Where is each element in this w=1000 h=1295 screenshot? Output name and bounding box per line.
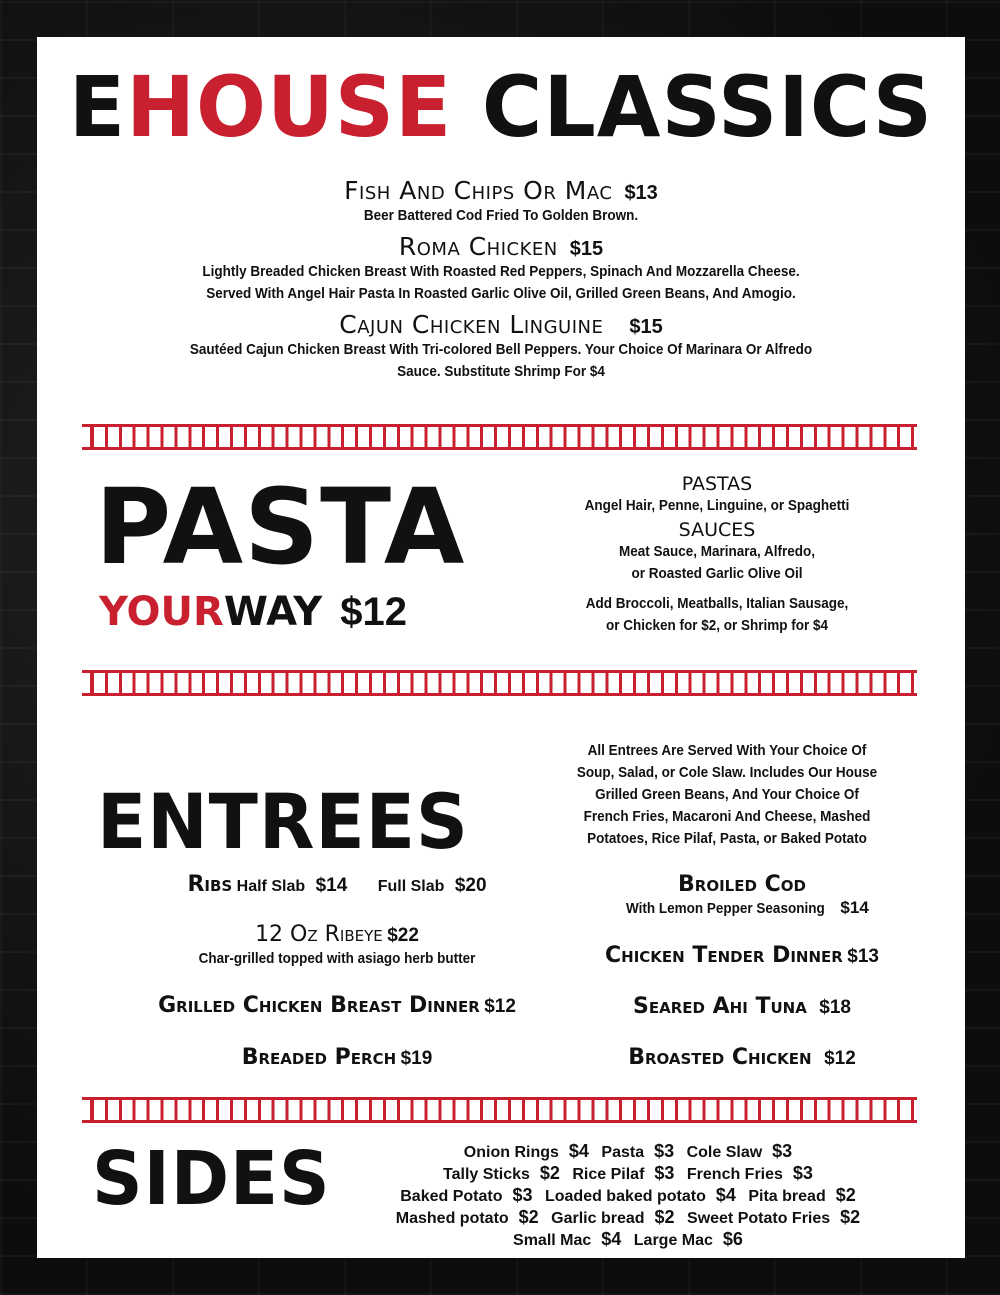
menu-title xyxy=(46,57,955,157)
menu-panel xyxy=(37,37,965,1258)
item-name: Cajun Chicken Linguine xyxy=(339,310,604,339)
entree-price: $19 xyxy=(400,1048,433,1069)
side-price: $3 xyxy=(654,1163,675,1183)
pasta-options xyxy=(537,473,897,637)
entrees-note-line: Potatoes, Rice Pilaf, Pasta, or Baked Potato xyxy=(587,830,867,847)
entree-broiled-cod xyxy=(547,872,937,920)
entrees-heading: ENTREES xyxy=(97,777,469,866)
pasta-heading: PASTA xyxy=(95,466,466,588)
entree-price: $14 xyxy=(840,898,869,917)
entrees-note-line: All Entrees Are Served With Your Choice Of xyxy=(587,742,867,759)
full-slab-label: Full Slab xyxy=(377,878,445,895)
sides-row xyxy=(367,1141,897,1163)
entree-chicken-tender xyxy=(547,943,937,969)
side-price: $3 xyxy=(654,1141,675,1161)
entrees-note-line: Grilled Green Beans, And Your Choice Of xyxy=(595,786,859,803)
classic-item-cajun-linguine xyxy=(37,311,965,383)
red-ladder-divider xyxy=(82,670,917,696)
entree-ribs xyxy=(77,872,597,898)
red-ladder-divider xyxy=(82,424,917,450)
pasta-price: $12 xyxy=(340,590,407,634)
entree-name: Seared Ahi Tuna xyxy=(633,994,807,1019)
entree-grilled-chicken xyxy=(77,993,597,1019)
addons-line: Add Broccoli, Meatballs, Italian Sausage, xyxy=(585,595,849,612)
entrees-note-line: Soup, Salad, or Cole Slaw. Includes Our House xyxy=(576,764,878,781)
side-price: $4 xyxy=(568,1141,589,1161)
side-name: Pita bread xyxy=(748,1188,826,1205)
side-name: Sweet Potato Fries xyxy=(687,1210,831,1227)
side-price: $4 xyxy=(715,1185,736,1205)
pastas-list: Angel Hair, Penne, Linguine, or Spaghetti xyxy=(584,497,850,514)
entree-name: Chicken Tender Dinner xyxy=(605,943,843,968)
item-name: Fish And Chips Or Mac xyxy=(344,176,613,205)
sides-row xyxy=(367,1185,897,1207)
your-text: YOUR xyxy=(99,589,224,635)
side-name: Loaded baked potato xyxy=(544,1188,706,1205)
entree-perch xyxy=(77,1045,597,1071)
side-name: Pasta xyxy=(601,1144,645,1161)
entrees-note-line: French Fries, Macaroni And Cheese, Mashed xyxy=(583,808,871,825)
entree-name: Broasted Chicken xyxy=(628,1045,812,1070)
entree-ahi-tuna xyxy=(547,994,937,1020)
entree-name: Breaded Perch xyxy=(241,1045,397,1070)
side-price: $2 xyxy=(518,1207,539,1227)
entree-price: $13 xyxy=(847,946,879,967)
title-part-house: HOUSE xyxy=(126,58,453,156)
classics-section xyxy=(37,177,965,383)
entree-description: With Lemon Pepper Seasoning xyxy=(626,900,825,917)
addons-line: or Chicken for $2, or Shrimp for $4 xyxy=(605,617,829,634)
way-text: WAY xyxy=(223,589,323,635)
side-price: $3 xyxy=(772,1141,793,1161)
side-name: Mashed potato xyxy=(395,1210,509,1227)
half-slab-price: $14 xyxy=(315,875,348,896)
entree-name: 12 Oz Ribeye xyxy=(255,922,383,947)
item-description-line: Sautéed Cajun Chicken Breast With Tri-colored Bell Peppers. Your Choice Of Marinara Or Alfredo xyxy=(189,341,813,358)
entree-name: Broiled Cod xyxy=(678,872,806,897)
classic-item-roma-chicken xyxy=(37,233,965,305)
side-price: $6 xyxy=(722,1229,743,1249)
item-price: $15 xyxy=(629,316,663,338)
sides-row xyxy=(367,1229,897,1251)
side-name: Cole Slaw xyxy=(686,1144,763,1161)
item-description-line: Sauce. Substitute Shrimp For $4 xyxy=(397,363,605,380)
pastas-label: PASTAS xyxy=(681,473,753,495)
sides-list xyxy=(367,1141,897,1251)
side-price: $2 xyxy=(539,1163,560,1183)
half-slab-label: Half Slab xyxy=(236,878,306,895)
entrees-note xyxy=(527,740,927,850)
entree-price: $12 xyxy=(824,1048,856,1069)
entree-price: $22 xyxy=(387,925,419,946)
entree-price: $18 xyxy=(819,997,851,1018)
sauces-list-line: Meat Sauce, Marinara, Alfredo, xyxy=(618,543,816,560)
entree-name: Grilled Chicken Breast Dinner xyxy=(158,993,480,1018)
side-price: $2 xyxy=(835,1185,856,1205)
side-name: Small Mac xyxy=(513,1232,592,1249)
side-name: Large Mac xyxy=(633,1232,713,1249)
side-price: $4 xyxy=(601,1229,622,1249)
item-price: $15 xyxy=(569,238,604,260)
item-name: Roma Chicken xyxy=(398,232,558,261)
item-description-line: Served With Angel Hair Pasta In Roasted Garlic Olive Oil, Grilled Green Beans, And Amogio. xyxy=(206,285,796,302)
item-price: $13 xyxy=(624,182,658,204)
side-price: $3 xyxy=(792,1163,813,1183)
entree-broasted-chicken xyxy=(547,1045,937,1071)
side-price: $3 xyxy=(512,1185,533,1205)
side-name: Rice Pilaf xyxy=(572,1166,645,1183)
title-part-classics: CLASSICS xyxy=(481,58,934,156)
entree-ribeye xyxy=(77,922,597,970)
side-price: $2 xyxy=(840,1207,861,1227)
item-description: Beer Battered Cod Fried To Golden Brown. xyxy=(363,207,639,224)
sauces-label: SAUCES xyxy=(678,519,756,541)
side-price: $2 xyxy=(654,1207,675,1227)
full-slab-price: $20 xyxy=(454,875,487,896)
side-name: Onion Rings xyxy=(463,1144,559,1161)
item-description-line: Lightly Breaded Chicken Breast With Roasted Red Peppers, Spinach And Mozzarella Cheese. xyxy=(202,263,800,280)
sauces-list-line: or Roasted Garlic Olive Oil xyxy=(631,565,803,582)
side-name: Tally Sticks xyxy=(443,1166,530,1183)
side-name: French Fries xyxy=(686,1166,783,1183)
side-name: Baked Potato xyxy=(400,1188,503,1205)
entree-description: Char-grilled topped with asiago herb butter xyxy=(198,950,476,967)
sides-heading: SIDES xyxy=(92,1136,331,1222)
entree-name: Ribs xyxy=(187,872,233,897)
red-ladder-divider xyxy=(82,1097,917,1123)
title-part-e: E xyxy=(68,58,127,156)
sides-row xyxy=(367,1163,897,1185)
entree-price: $12 xyxy=(484,996,516,1017)
classic-item-fish-chips xyxy=(37,177,965,227)
sides-row xyxy=(367,1207,897,1229)
side-name: Garlic bread xyxy=(551,1210,645,1227)
pasta-your-way-line xyxy=(99,589,407,635)
